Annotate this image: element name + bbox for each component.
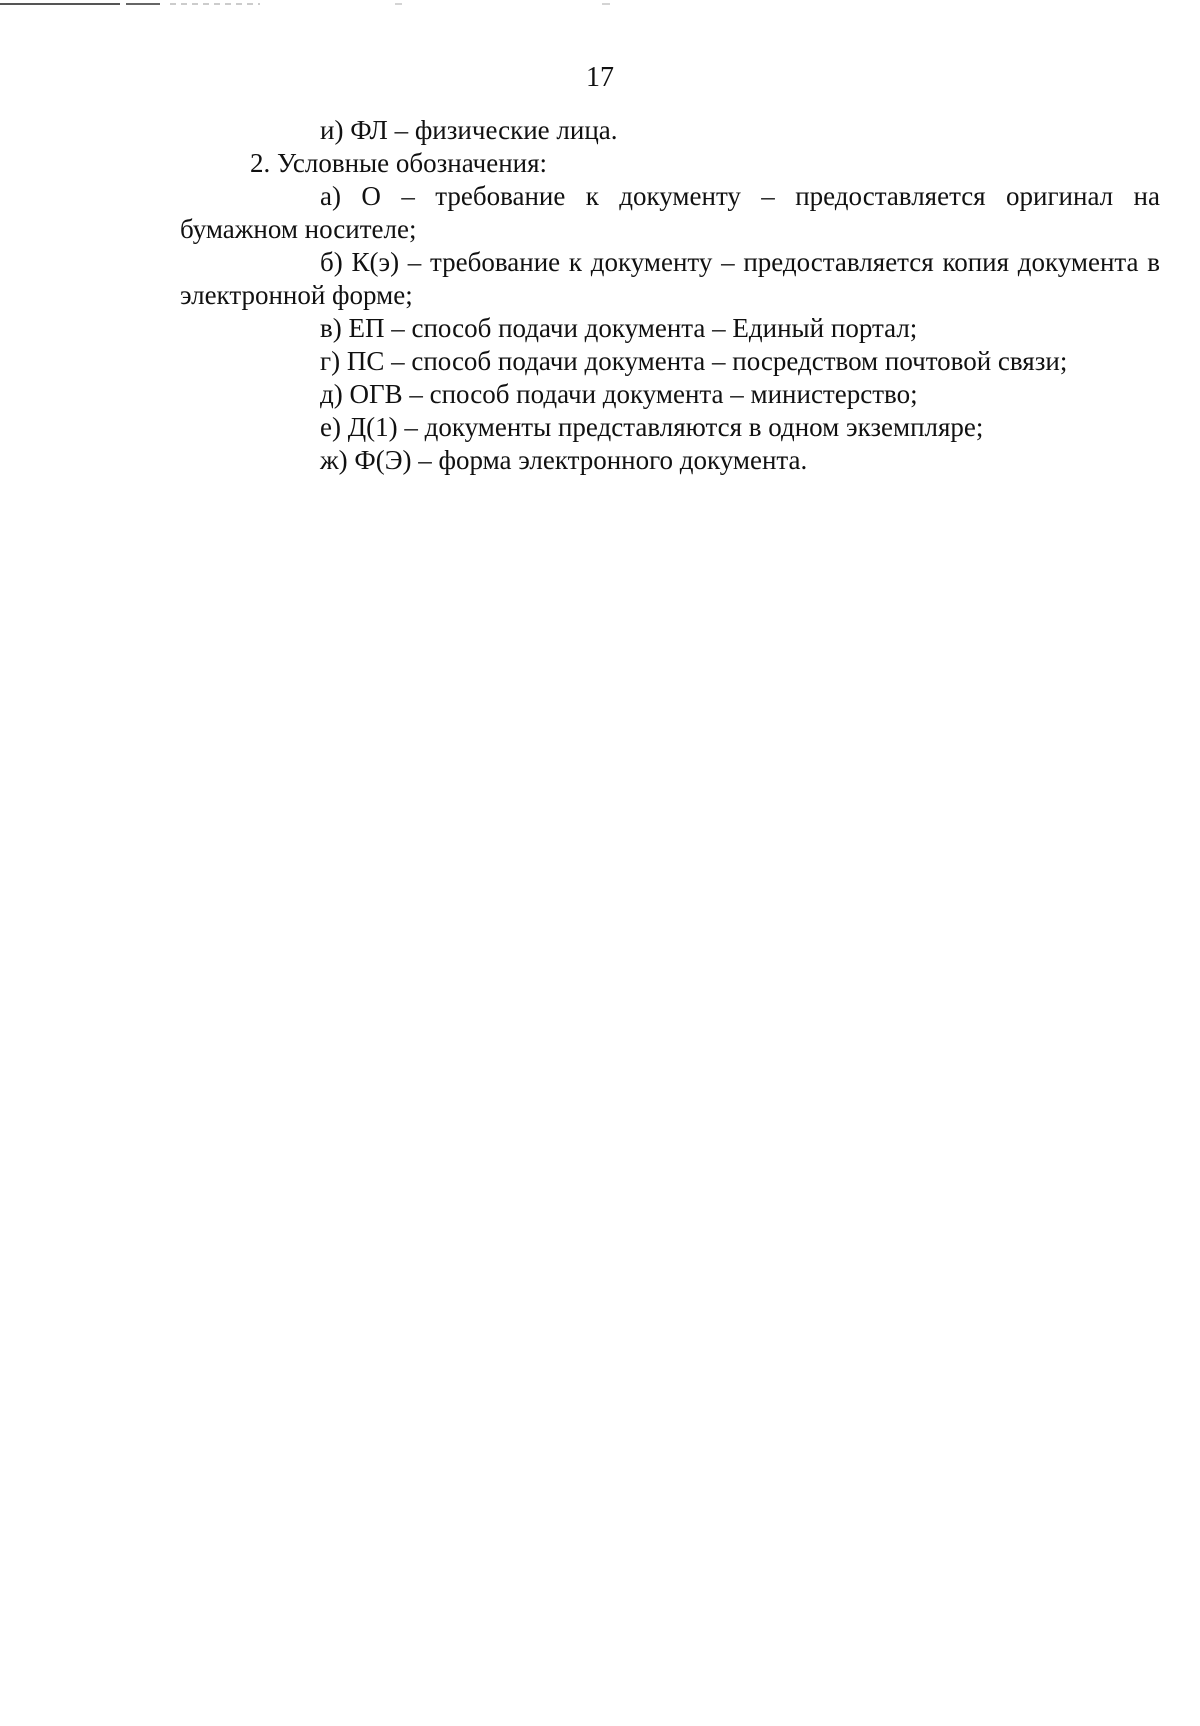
item-text: ФЛ – физические лица. bbox=[350, 115, 618, 145]
line-b bbox=[180, 246, 1160, 312]
item-text: О – требование к документу – предоставляется оригинал на бумажном носителе; bbox=[180, 181, 1160, 244]
item-text: ПС – способ подачи документа – посредством почтовой связи; bbox=[346, 346, 1068, 376]
item-label: б) bbox=[320, 247, 343, 277]
item-label: а) bbox=[320, 181, 341, 211]
item-text: Ф(Э) – форма электронного документа. bbox=[354, 445, 808, 475]
item-label: е) bbox=[320, 412, 341, 442]
item-label: и) bbox=[320, 115, 344, 145]
item-text: ОГВ – способ подачи документа – министерство; bbox=[349, 379, 918, 409]
item-label: д) bbox=[320, 379, 343, 409]
item-label: г) bbox=[320, 346, 341, 376]
item-label: ж) bbox=[320, 445, 348, 475]
document-body bbox=[180, 114, 1160, 477]
line-e bbox=[180, 411, 1160, 444]
item-text: Д(1) – документы представляются в одном экземпляре; bbox=[347, 412, 984, 442]
item-label: в) bbox=[320, 313, 342, 343]
section-heading bbox=[180, 147, 1160, 180]
line-g bbox=[180, 345, 1160, 378]
item-text: К(э) – требование к документу – предоставляется копия документа в электронной форме; bbox=[180, 247, 1160, 310]
line-i bbox=[180, 114, 1160, 147]
line-zh bbox=[180, 444, 1160, 477]
line-d bbox=[180, 378, 1160, 411]
section-heading-text: 2. Условные обозначения: bbox=[250, 148, 548, 178]
scan-artifact-lines bbox=[0, 0, 620, 8]
line-a bbox=[180, 180, 1160, 246]
page-number: 17 bbox=[586, 62, 614, 93]
item-text: ЕП – способ подачи документа – Единый портал; bbox=[348, 313, 918, 343]
line-v bbox=[180, 312, 1160, 345]
